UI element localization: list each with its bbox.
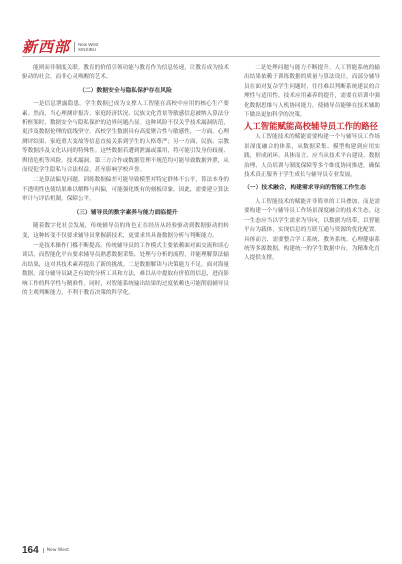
page-number: 164	[22, 545, 39, 556]
right-paragraph-2: 人工智能技术的赋能需要构建一个与辅导员工作场景深度融合的体系，从数据采集、模型构建到应用实践，形成闭环。具体而言，应当从技术平台建设、数据治理、人员培训与制度保障等多个维度协同推进，确保技术真正服务于学生成长与辅导员专业发展。	[244, 134, 380, 179]
right-paragraph-1: 二是处理问题与能力不断提升。人工智能系统的输出结果依赖于训练数据的质量与算法设计，而部分辅导员在面对复杂学生问题时，往往难以判断系统建议的合理性与适用性。技术应用素养的提升，需要在培训中强化数据思维与人机协同能力，使辅导员能够在技术辅助下做出更加科学的决策。	[244, 65, 380, 119]
left-paragraph-2: 一是信息泄露隐患。学生数据已成为支撑人工智能在高校中应用的核心生产要素。然而，当心理测评报告、家庭经济状况、民族文化背景等敏感信息被纳入算法分析框架时，数据安全与隐私保护的边界问题凸显。这种风险不仅关乎技术漏洞防范，更涉及数据伦理的底线坚守。高校学生数据具有高度聚合性与敏感性，一方面，心理测评结果、家庭重大变故等信息直接关系到学生的人格尊严；另一方面，民族、宗教等数据涉及文化认同的特殊性。这些数据若遭到泄露或滥用，将可能引发身份歧视、舆情危机等风险。技术漏洞、第三方合作或数据管理不规范均可能导致数据外泄，从而侵犯学生隐私与合法权益，甚至影响学校声誉。	[22, 101, 229, 174]
logo-english-text	[74, 42, 98, 52]
section-title: 人工智能赋能高校辅导员工作的路径	[244, 121, 378, 132]
page-header	[0, 0, 402, 56]
left-paragraph-3: 二是算法偏见问题。训练数据偏差可能导致模型对特定群体不公平，算法本身的不透明性也使结果难以解释与纠偏，可能强化既有的刻板印象。因此，需要建立算法审计与评估机制，保障公平。	[22, 177, 229, 203]
right-paragraph-3: 人工智能技术的赋能并非简单的工具叠加，而是需要构建一个与辅导员工作场景深度融合的技术生态。这一生态应当以学生需求为导向，以数据为纽带，以智能平台为载体，实现信息的互联互通与资源的优化配置。具体而言，需要整合学工系统、教务系统、心理健康系统等多源数据，构建统一的学生数据中台，为精准化育人提供支撑。	[244, 198, 380, 262]
subheading-digital-literacy: （三）辅导员的数字素养与能力面临提升	[73, 209, 178, 216]
subheading-tech-integration: （一）技术融合，构建需求导向的智能工作生态	[244, 185, 366, 192]
left-paragraph-1: 能则而非制度关联。教育的价值引领功能与教育作为信息传递，让教育成为技术驱动的社会，而非心灵唤醒的艺术。	[22, 65, 229, 81]
left-column	[22, 64, 229, 298]
logo-english-line2: XINXIBU	[78, 46, 97, 52]
left-paragraph-5: 一是技术操作门槛不断提高。传统辅导员的工作模式主要依赖面对面交流和谈心谈话，而智能化平台要求辅导员熟悉数据采集、处理与分析的流程，并能理解算法输出结果，这对其技术素养提出了新的挑战。二是数据解读与决策能力不足。面对海量数据，部分辅导员缺乏有效的分析工具和方法，难以从中提取有价值的信息，进而影响工作的科学性与精准性。同时，对智能系统输出结果的过度依赖也可能削弱辅导员的主观判断能力，不利于教育决策的科学化。	[22, 242, 229, 296]
logo-english-line1: New West	[78, 41, 99, 47]
logo-chinese-text: 新西部	[22, 38, 71, 56]
header-divider	[22, 56, 380, 57]
subheading-data-security: （二）数据安全与隐私保护存在风险	[79, 87, 172, 94]
right-column	[244, 64, 380, 264]
footer-brand: New West	[43, 548, 69, 553]
magazine-logo	[22, 36, 98, 57]
page-footer	[22, 545, 69, 556]
left-paragraph-4: 随着数字化社会发展，传统辅导员的角色正在经历从经验驱动到数据驱动的转变，这种转变不仅要求辅导员掌握新技术，更要求其具备数据分析与判断能力。	[22, 223, 229, 239]
